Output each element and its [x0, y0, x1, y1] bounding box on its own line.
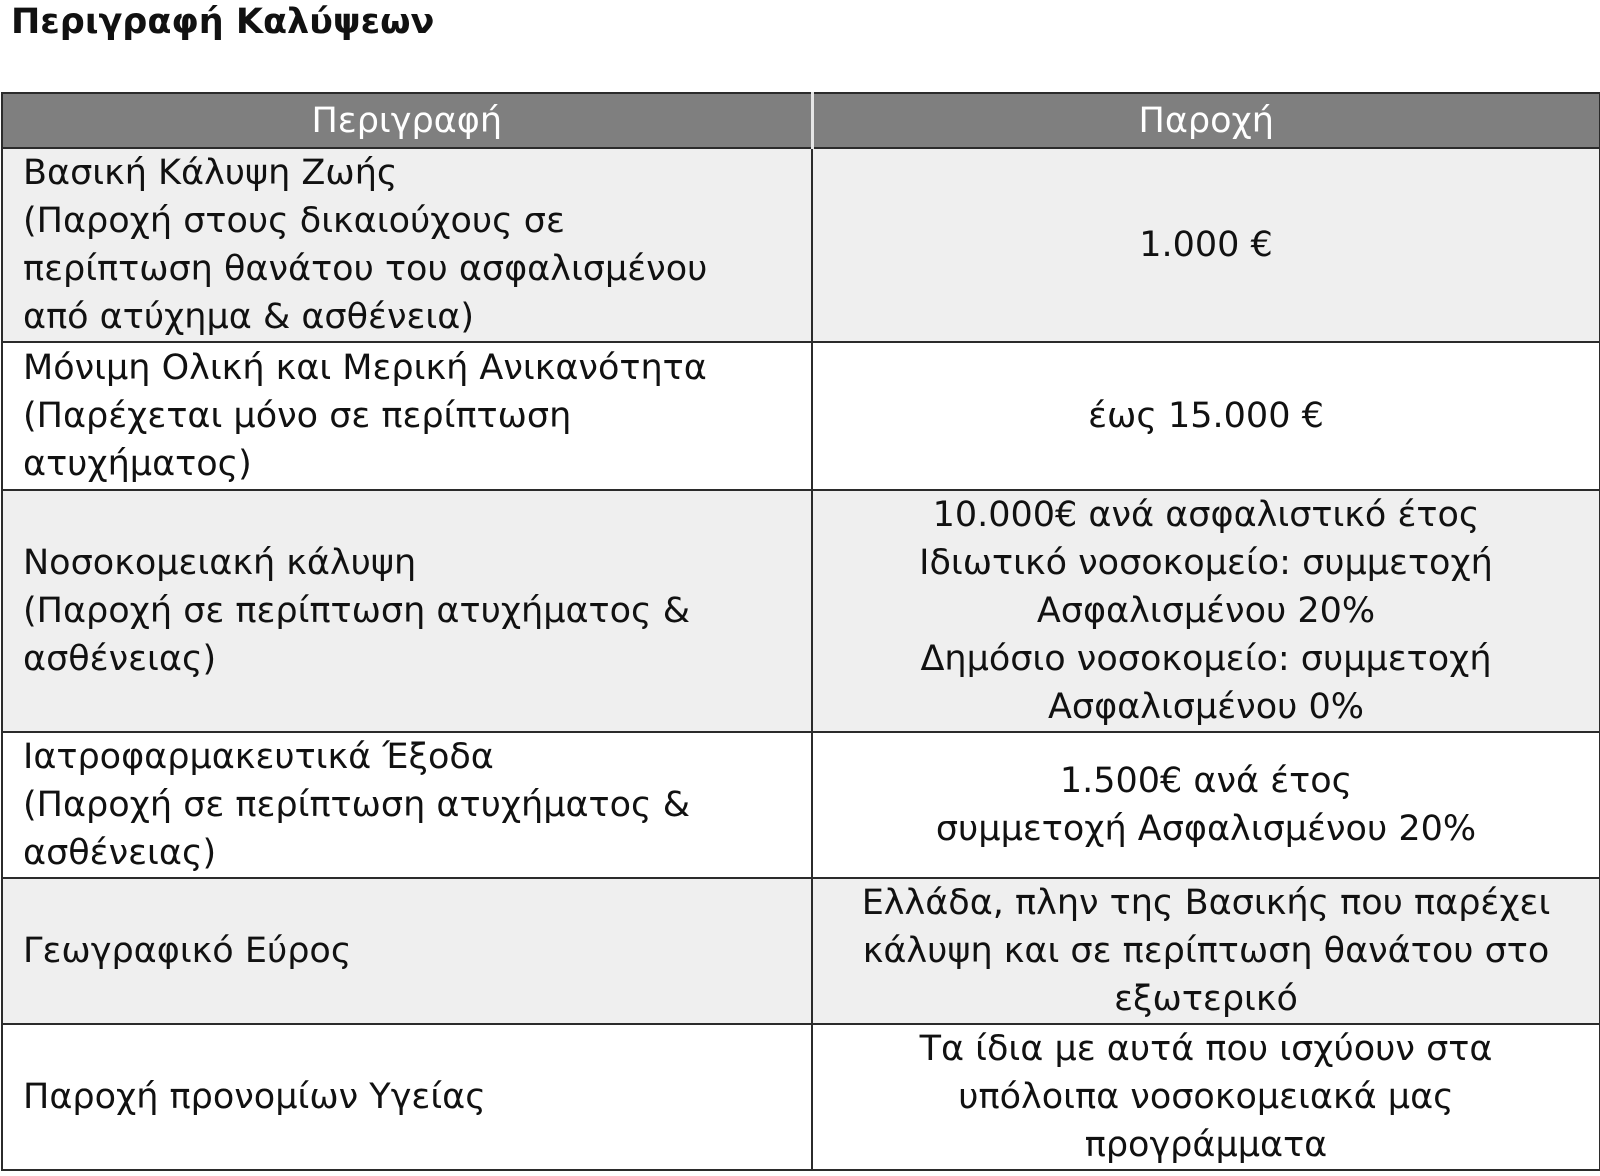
row-benefit-disability: έως 15.000 € — [812, 342, 1600, 490]
table-row — [2, 732, 1600, 878]
row-benefit-medical-expenses: 1.500€ ανά έτος συμμετοχή Ασφαλισμένου 20% — [812, 732, 1600, 878]
row-benefit-geographic-scope: Ελλάδα, πλην της Βασικής που παρέχει κάλυψη και σε περίπτωση θανάτου στο εξωτερικό — [812, 878, 1600, 1024]
row-description-health-privileges: Παροχή προνομίων Υγείας — [2, 1024, 812, 1170]
row-benefit-life-cover: 1.000 € — [812, 148, 1600, 342]
page-title: Περιγραφή Καλύψεων — [11, 2, 435, 42]
row-benefit-hospital-cover: 10.000€ ανά ασφαλιστικό έτος Ιδιωτικό νοσοκομείο: συμμετοχή Ασφαλισμένου 20% Δημόσιο νοσοκομείο: συμμετοχή Ασφαλισμένου 0% — [812, 490, 1600, 732]
table-row — [2, 342, 1600, 490]
row-description-medical-expenses: Ιατροφαρμακευτικά Έξοδα (Παροχή σε περίπτωση ατυχήματος & ασθένειας) — [2, 732, 812, 878]
column-header-description: Περιγραφή — [2, 93, 812, 148]
row-description-geographic-scope: Γεωγραφικό Εύρος — [2, 878, 812, 1024]
row-description-disability: Μόνιμη Ολική και Μερική Ανικανότητα (Παρέχεται μόνο σε περίπτωση ατυχήματος) — [2, 342, 812, 490]
table-row — [2, 878, 1600, 1024]
row-description-life-cover: Βασική Κάλυψη Ζωής (Παροχή στους δικαιούχους σε περίπτωση θανάτου του ασφαλισμένου από ατύχημα & ασθένεια) — [2, 148, 812, 342]
row-description-hospital-cover: Νοσοκομειακή κάλυψη (Παροχή σε περίπτωση ατυχήματος & ασθένειας) — [2, 490, 812, 732]
coverage-table — [1, 92, 1600, 1171]
row-benefit-health-privileges: Τα ίδια με αυτά που ισχύουν στα υπόλοιπα νοσοκομειακά μας προγράμματα — [812, 1024, 1600, 1170]
table-row — [2, 490, 1600, 732]
table-row — [2, 148, 1600, 342]
column-header-benefit: Παροχή — [812, 93, 1600, 148]
table-row — [2, 1024, 1600, 1170]
table-header-row — [2, 93, 1600, 148]
